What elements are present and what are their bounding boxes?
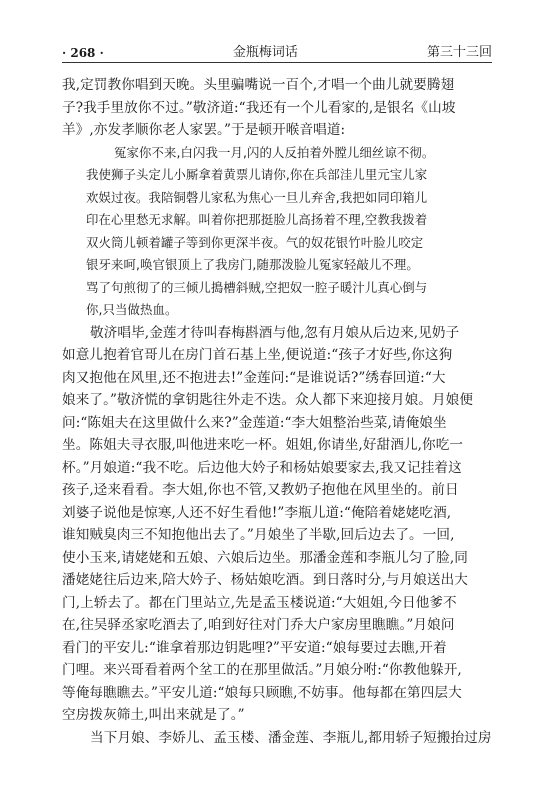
text-line: 在,往吴驿丞家吃酒去了,咱到好往对门乔大户家房里瞧瞧。”月娘问	[62, 617, 455, 633]
text-line: 使小玉来,请姥姥和五娘、六娘后边坐。那潘金莲和李瓶儿匀了脸,同	[62, 549, 468, 566]
text-line: 门,上轿去了。都在门里站立,先是孟玉楼说道:“大姐姐,今日他爹不	[62, 594, 457, 611]
verse-line: 银牙来呵,唤官银顶上了我房门,随那泼脸儿冤家轻敲儿不理。	[86, 257, 419, 272]
book-title: 金瓶梅词话	[232, 45, 298, 60]
text-line: 看门的平安儿:“谁拿着那边钥匙哩?”平安道:“娘每要过去瞧,开着	[62, 639, 447, 656]
page-number: · 268 ·	[62, 46, 104, 60]
page-body	[62, 74, 492, 749]
text-line: 刘婆子说他是惊寒,人还不好生看他!”李瓶儿道:“俺陪着姥姥吃酒,	[62, 504, 452, 521]
verse-line: 欢娱过夜。我陪铜磬儿家私为焦心一旦儿弃舍,我把如同印箱儿	[86, 189, 428, 205]
verse-line: 骂了句煎彻了的三倾儿搗槽斜贼,空把奴一腔子暖汁儿真心倒与	[86, 279, 428, 295]
verse-line: 我使狮子头定儿小厮拿着黄票儿请你,你在兵部洼儿里元宝儿家	[86, 167, 428, 182]
running-header	[62, 40, 492, 60]
text-line: 当下月娘、李娇儿、孟玉楼、潘金莲、李瓶儿,都用轿子短搬抬过房	[90, 729, 492, 746]
paragraph-2	[62, 322, 492, 727]
text-line: 娘来了。”敬济慌的拿钥匙往外走不迭。众人都下来迎接月娘。月娘便	[62, 392, 474, 408]
text-line: 孩子,迳来看看。李大姐,你也不管,又教奶子抱他在风里坐的。前日	[62, 482, 459, 498]
text-line: 等俺每瞧瞧去。”平安儿道:“娘每只顾瞧,不妨事。他每都在第四层大	[62, 684, 462, 701]
text-line: 羊》,亦发孝顺你老人家罢。”于是顿开喉音唱道:	[62, 122, 346, 138]
paragraph-3	[62, 727, 492, 750]
verse-line: 双火筒儿顿着罐子等到你更深半夜。气的奴花银竹叶脸儿咬定	[86, 234, 424, 250]
text-line: 潘姥姥往后边来,陪大妗子、杨姑娘吃酒。到日落时分,与月娘送出大	[62, 572, 468, 588]
text-line: 坐。陈姐夫寻衣服,叫他进来吃一杯。姐姐,你请坐,好甜酒儿,你吃一	[62, 437, 464, 453]
song-lyrics	[62, 142, 492, 322]
text-line: 杯。”月娘道:“我不吃。后边他大妗子和杨姑娘要家去,我又记挂着这	[62, 459, 462, 476]
verse-line: 印在心里愁无求解。叫着你把那挺脸儿高扬着不理,空教我拨着	[86, 212, 428, 227]
text-line: 肉又抱他在风里,还不抱进去!”金莲问:“是谁说话?”绣春回道:“大	[62, 369, 446, 386]
text-line: 敬济唱毕,金莲才待叫春梅斟酒与他,忽有月娘从后边来,见奶子	[90, 324, 460, 341]
header-rule	[62, 62, 492, 63]
text-line: 我,定罚教你唱到天晚。头里骗嘴说一百个,才唱一个曲儿就要腾翅	[62, 77, 455, 93]
text-line: 谁知贼臭肉三不知抱他出去了。”月娘坐了半歇,回后边去了。一回,	[62, 527, 455, 543]
text-line: 如意儿抱着官哥儿在房门首石基上坐,便说道:“孩子才好些,你这狗	[62, 347, 453, 363]
verse-line: 冤家你不来,白闪我一月,闪的人反拍着外膛儿细丝谅不彻。	[114, 144, 435, 160]
text-line: 门哩。来兴哥看着两个坌工的在那里做活。”月娘分咐:“你教他躲开,	[62, 662, 462, 678]
text-line: 空房拨灰筛土,叫出来就是了。”	[62, 707, 245, 723]
text-line: 子?我手里放你不过。”敬济道:“我还有一个儿看家的,是银名《山坡	[62, 99, 456, 116]
chapter-title: 第三十三回	[426, 45, 492, 60]
paragraph-1	[62, 74, 492, 142]
verse-line: 你,只当做热血。	[86, 302, 178, 317]
text-line: 问:“陈姐夫在这里做什么来?”金莲道:“李大姐整治些菜,请俺娘坐	[62, 414, 447, 431]
